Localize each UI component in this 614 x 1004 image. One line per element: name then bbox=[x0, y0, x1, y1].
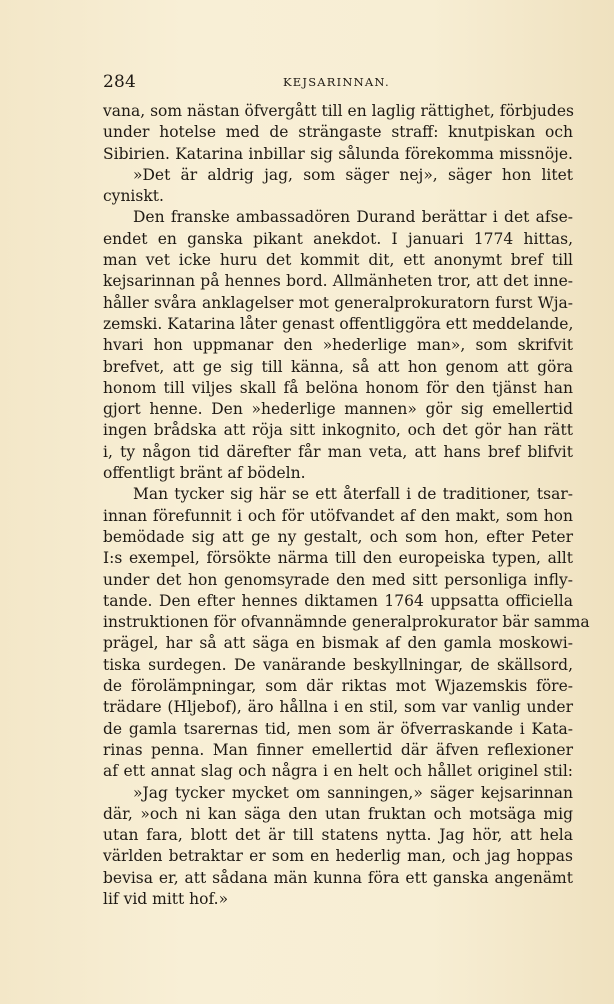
text-line: under det hon genomsyrade den med sitt personliga infly- bbox=[103, 570, 573, 589]
page-header bbox=[103, 72, 573, 94]
text-line: tiska surdegen. De vanärande beskyllningar, de skällsord, bbox=[103, 655, 573, 674]
text-line: där, »och ni kan säga den utan fruktan och motsäga mig bbox=[103, 804, 573, 823]
text-line: af ett annat slag och några i en helt och hållet originel stil: bbox=[103, 762, 573, 781]
text-line: »Jag tycker mycket om sanningen,» säger kejsarinnan bbox=[133, 783, 573, 802]
text-line: innan förefunnit i och för utöfvandet af den makt, som hon bbox=[103, 506, 573, 525]
text-line: hvari hon uppmanar den »hederlige man», som skrifvit bbox=[103, 336, 573, 355]
text-line: ingen brådska att röja sitt inkognito, och det gör han rätt bbox=[103, 421, 573, 440]
text-line: Den franske ambassadören Durand berättar i det afse- bbox=[133, 208, 573, 227]
text-line: utan fara, blott det är till statens nytta. Jag hör, att hela bbox=[103, 826, 573, 845]
text-line: bevisa er, att sådana män kunna föra ett ganska angenämt bbox=[103, 868, 573, 887]
text-line: bemödade sig att ge ny gestalt, och som hon, efter Peter bbox=[103, 527, 573, 546]
text-line: cyniskt. bbox=[103, 187, 164, 206]
text-line: »Det är aldrig jag, som säger nej», säger hon litet bbox=[133, 165, 573, 184]
text-line: världen betraktar er som en hederlig man, och jag hoppas bbox=[103, 847, 573, 866]
text-line: tande. Den efter hennes diktamen 1764 uppsatta officiella bbox=[103, 591, 573, 610]
text-line: under hotelse med de strängaste straff: knutpiskan och bbox=[103, 123, 573, 142]
text-line: håller svåra anklagelser mot generalprokuratorn furst Wja- bbox=[103, 293, 573, 312]
text-line: instruktionen för ofvannämnde generalprokurator bär samma bbox=[103, 613, 590, 632]
text-line: zemski. Katarina låter genast offentliggöra ett meddelande, bbox=[103, 314, 574, 333]
text-line: prägel, har så att säga en bismak af den gamla moskowi- bbox=[103, 634, 573, 653]
body-text bbox=[103, 101, 590, 910]
text-line: I:s exempel, försökte närma till den europeiska typen, allt bbox=[103, 549, 573, 568]
page-number: 284 bbox=[103, 72, 137, 92]
text-line: endet en ganska pikant anekdot. I januari 1774 hittas, bbox=[103, 229, 573, 248]
text-line: kejsarinnan på hennes bord. Allmänheten tror, att det inne- bbox=[103, 272, 573, 291]
text-line: gjort henne. Den »hederlige mannen» gör sig emellertid bbox=[103, 400, 573, 419]
text-line: rinas penna. Man finner emellertid där äfven reflexioner bbox=[103, 740, 573, 759]
text-line: offentligt bränt af bödeln. bbox=[103, 464, 306, 483]
text-line: brefvet, att ge sig till känna, så att hon genom att göra bbox=[103, 357, 573, 376]
text-line: i, ty någon tid därefter får man veta, att hans bref blifvit bbox=[103, 442, 573, 461]
running-title: KEJSARINNAN. bbox=[283, 75, 390, 89]
text-line: honom till viljes skall få belöna honom för den tjänst han bbox=[103, 378, 573, 397]
text-line: vana, som nästan öfvergått till en laglig rättighet, förbjudes bbox=[103, 102, 574, 120]
text-line: de förolämpningar, som där riktas mot Wjazemskis före- bbox=[103, 677, 573, 696]
text-line: Man tycker sig här se ett återfall i de traditioner, tsar- bbox=[133, 485, 573, 504]
text-line: man vet icke huru det kommit dit, ett anonymt bref till bbox=[103, 251, 573, 270]
text-line: lif vid mitt hof.» bbox=[103, 889, 229, 908]
text-line: trädare (Hljebof), äro hållna i en stil, som var vanlig under bbox=[103, 698, 573, 717]
text-line: Sibirien. Katarina inbillar sig sålunda förekomma missnöje. bbox=[103, 144, 573, 163]
text-line: de gamla tsarernas tid, men som är öfverraskande i Kata- bbox=[103, 719, 573, 738]
